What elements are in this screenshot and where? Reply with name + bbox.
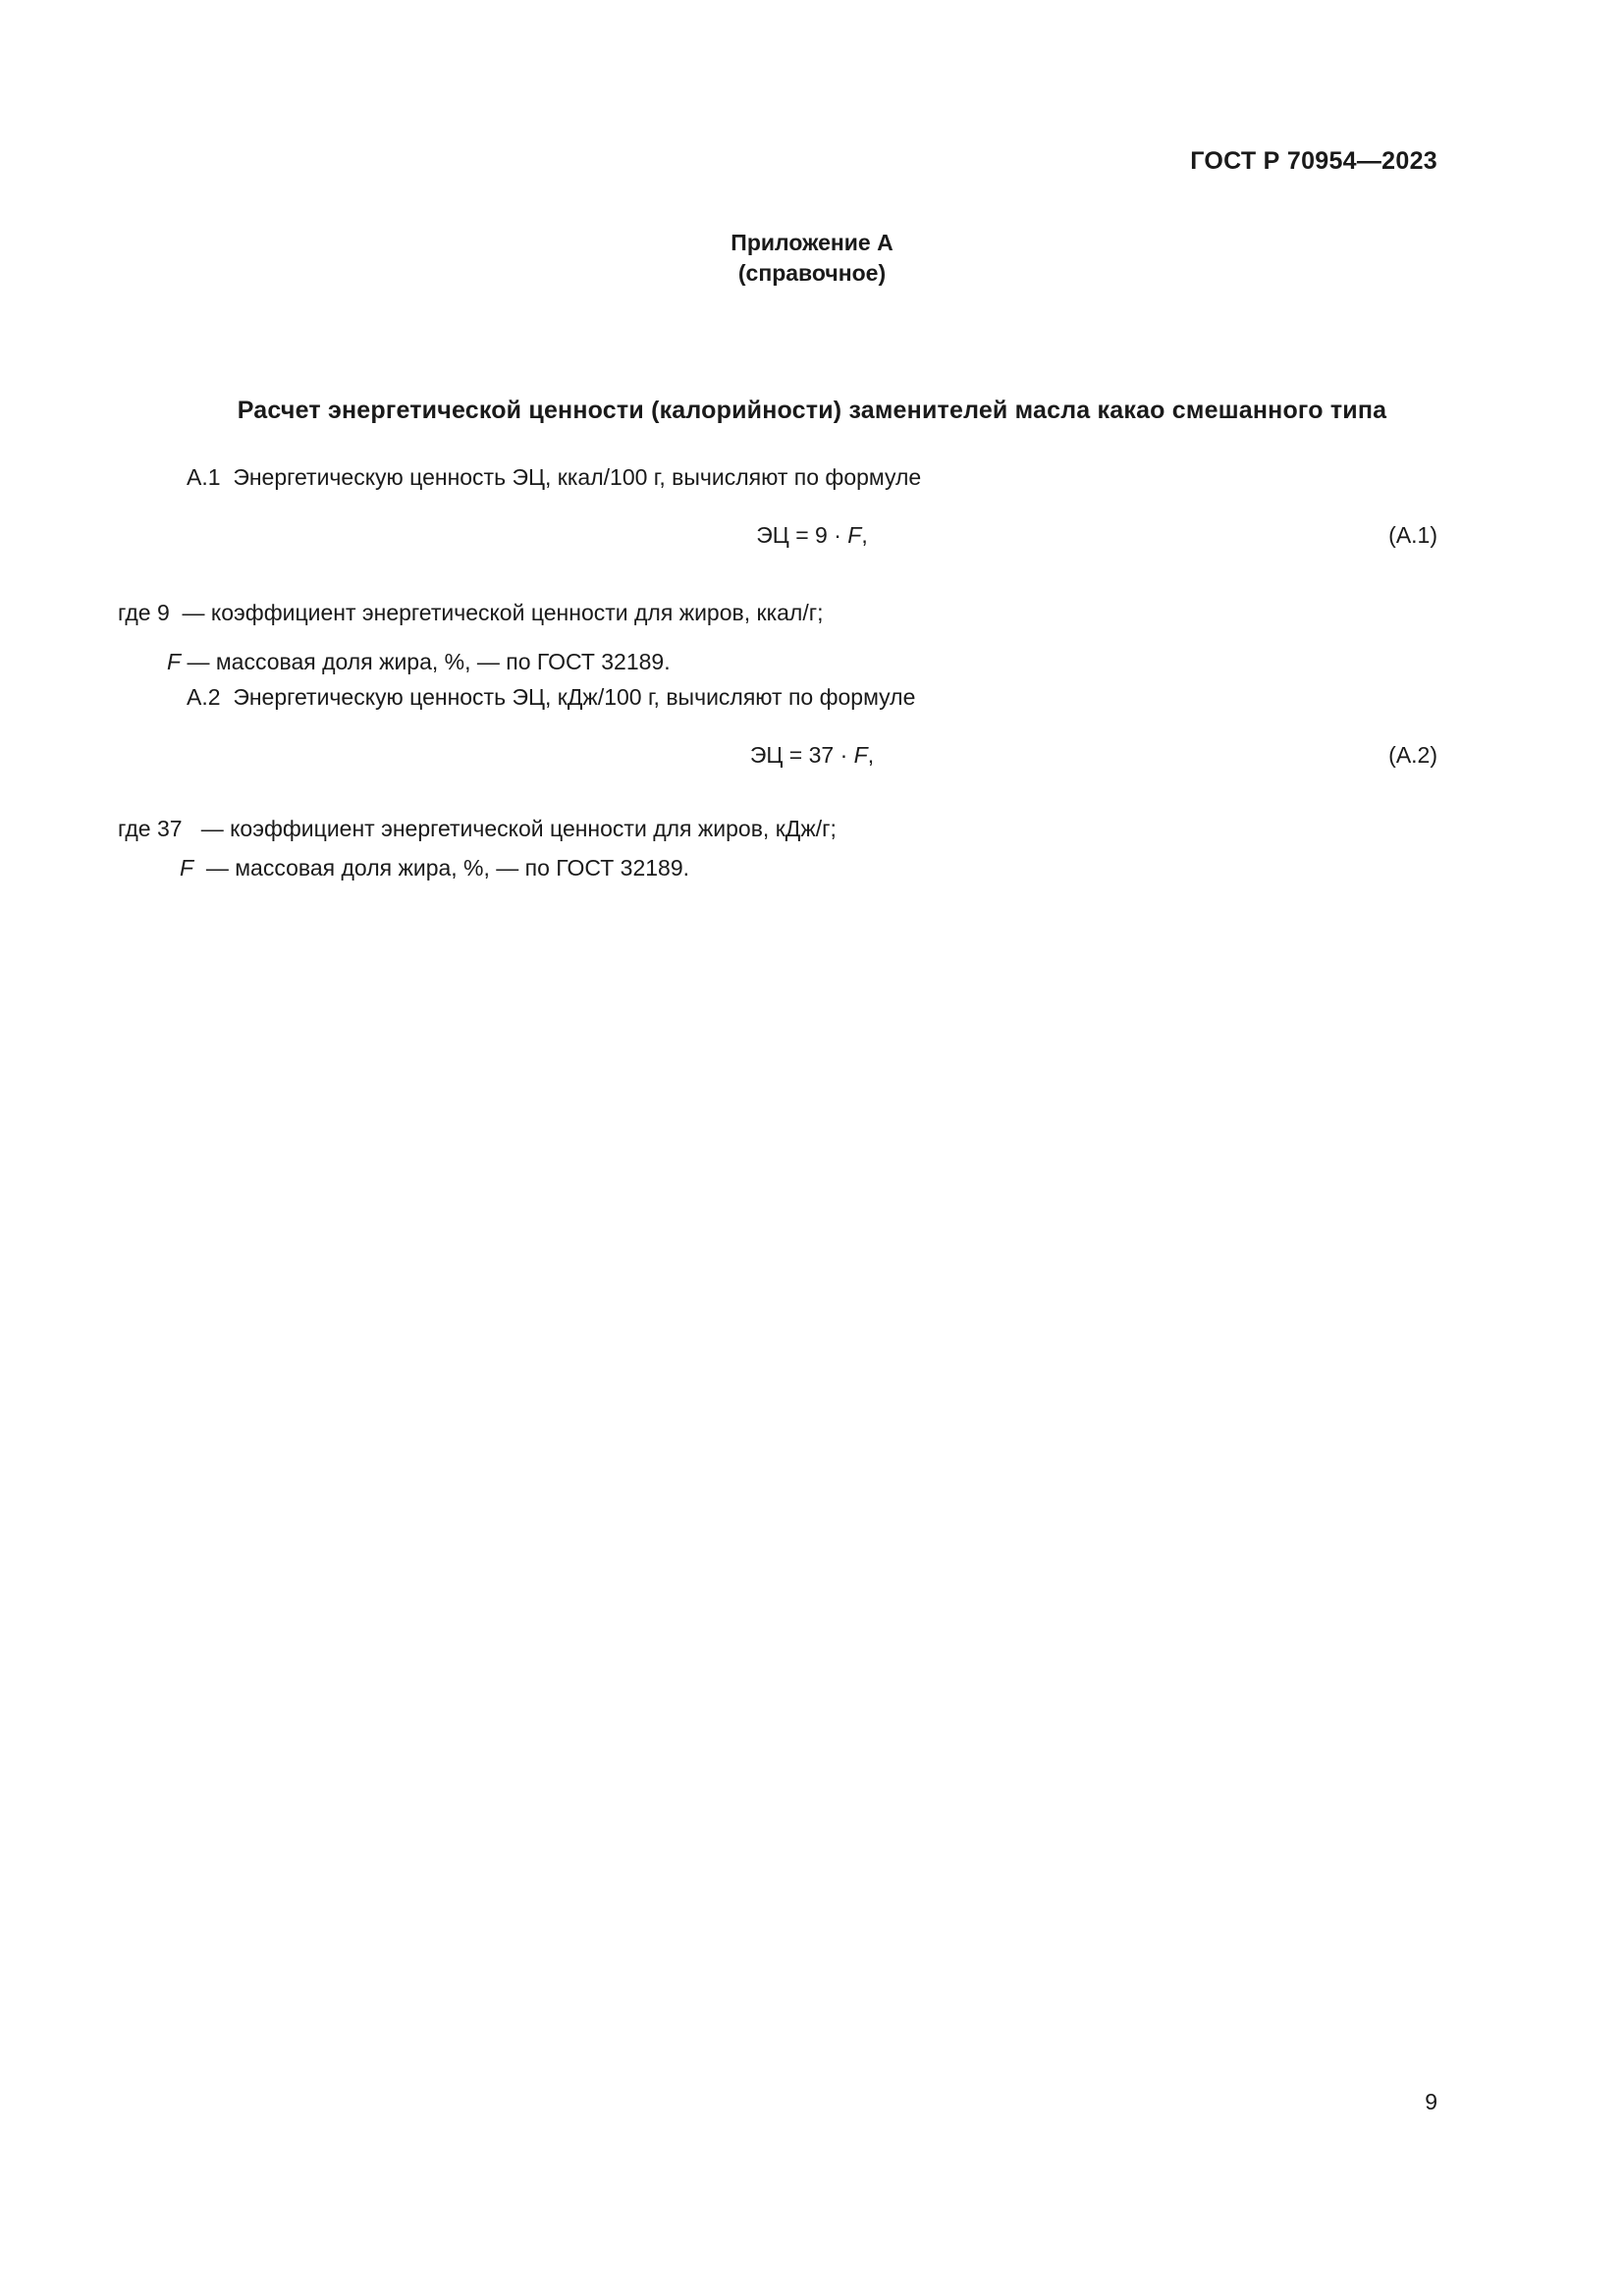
clause-text: Энергетическую ценность ЭЦ, ккал/100 г, вычисляют по формуле bbox=[233, 464, 922, 490]
clause-number: А.2 bbox=[187, 684, 221, 710]
formula-a1 bbox=[0, 522, 1624, 549]
clause-a1 bbox=[187, 463, 921, 491]
where-label: где 37 bbox=[118, 816, 183, 841]
formula-variable: F bbox=[847, 522, 862, 548]
standard-code: ГОСТ Р 70954—2023 bbox=[1190, 147, 1437, 175]
equation-number: (А.1) bbox=[1388, 522, 1437, 548]
formula-tail: , bbox=[861, 522, 868, 548]
page-number: 9 bbox=[1425, 2089, 1437, 2114]
where-line-1 bbox=[118, 815, 837, 842]
where-label: где 9 bbox=[118, 600, 170, 625]
equation-number: (А.2) bbox=[1388, 742, 1437, 768]
where-line-2 bbox=[167, 648, 671, 675]
clause-a2 bbox=[187, 683, 915, 711]
where-definition: — коэффициент энергетической ценности для жиров, ккал/г; bbox=[182, 600, 824, 625]
appendix-status: (справочное) bbox=[737, 260, 887, 286]
clause-number: А.1 bbox=[187, 464, 221, 490]
formula-lhs: ЭЦ = 9 · bbox=[756, 522, 848, 548]
where-definition: — массовая доля жира, %, — по ГОСТ 32189. bbox=[205, 855, 689, 881]
variable-symbol: F bbox=[167, 649, 182, 674]
where-definition: — коэффициент энергетической ценности для жиров, кДж/г; bbox=[200, 816, 837, 841]
where-line-1 bbox=[118, 599, 824, 626]
variable-symbol: F bbox=[180, 855, 194, 881]
appendix-title: Приложение А bbox=[731, 230, 893, 255]
section-heading: Расчет энергетической ценности (калорийности) заменителей масла какао смешанного типа bbox=[237, 397, 1387, 424]
formula-a2 bbox=[0, 742, 1624, 769]
formula-lhs: ЭЦ = 37 · bbox=[749, 742, 854, 768]
where-definition: — массовая доля жира, %, — по ГОСТ 32189. bbox=[187, 649, 671, 674]
clause-text: Энергетическую ценность ЭЦ, кДж/100 г, вычисляют по формуле bbox=[233, 684, 916, 710]
where-line-2 bbox=[180, 854, 689, 881]
formula-variable: F bbox=[853, 742, 868, 768]
formula-tail: , bbox=[867, 742, 875, 768]
